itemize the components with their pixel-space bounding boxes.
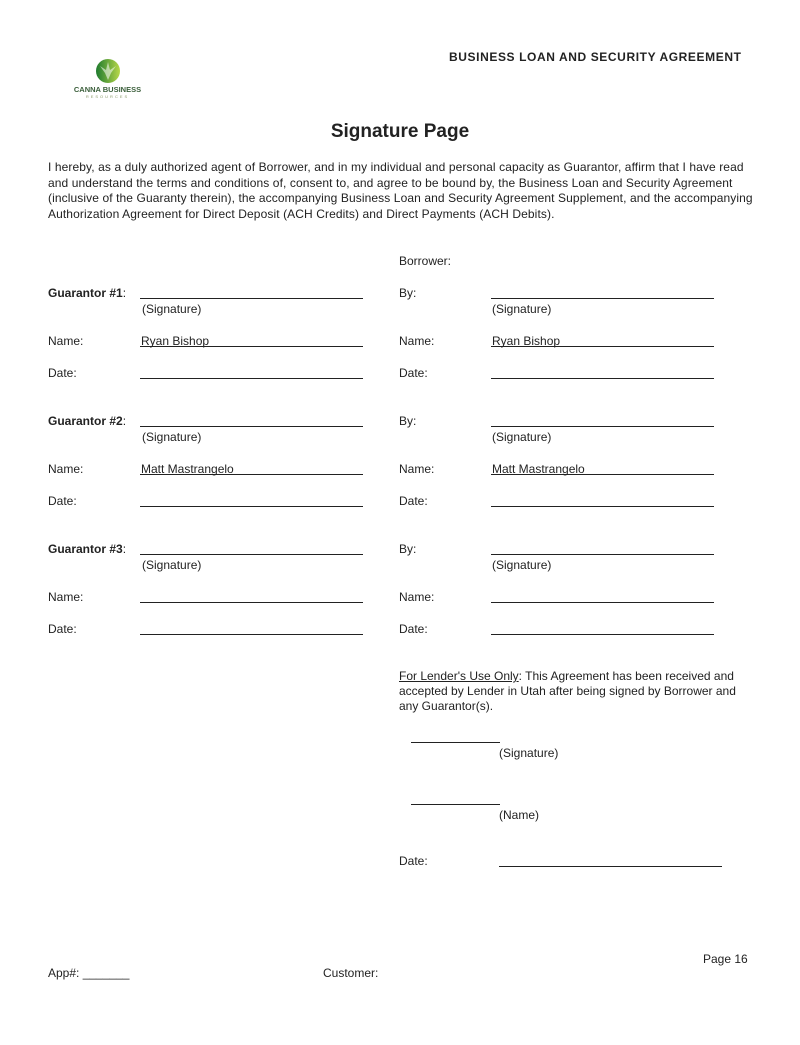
signature-caption: (Signature) xyxy=(492,430,552,444)
lender-signature-label: (Signature) xyxy=(499,746,559,760)
name-label: Name: xyxy=(399,462,435,476)
date-label: Date: xyxy=(399,494,428,508)
name-label: Name: xyxy=(48,462,84,476)
leaf-logo-icon xyxy=(95,58,121,84)
signature-caption: (Signature) xyxy=(142,430,202,444)
borrower-signature-line[interactable] xyxy=(491,426,714,427)
date-label: Date: xyxy=(399,366,428,380)
lender-use-note xyxy=(399,669,749,714)
name-label: Name: xyxy=(399,334,435,348)
borrower-date-line[interactable] xyxy=(491,634,714,635)
guarantor-date-line[interactable] xyxy=(140,634,363,635)
guarantor-number: Guarantor #1 xyxy=(48,286,123,300)
guarantor-signature-line[interactable] xyxy=(140,554,363,555)
name-label: Name: xyxy=(399,590,435,604)
company-logo xyxy=(70,58,145,99)
signature-caption: (Signature) xyxy=(492,302,552,316)
footer-app-number: App#: _______ xyxy=(48,966,130,980)
guarantor-signature-line[interactable] xyxy=(140,298,363,299)
footer-page-number: Page 16 xyxy=(703,952,748,966)
guarantor-signature-line[interactable] xyxy=(140,426,363,427)
date-label: Date: xyxy=(48,494,77,508)
page-title: Signature Page xyxy=(330,121,470,142)
date-label: Date: xyxy=(48,366,77,380)
date-label: Date: xyxy=(399,622,428,636)
guarantor-number: Guarantor #3 xyxy=(48,542,123,556)
lender-name-label: (Name) xyxy=(499,808,540,822)
borrower-name-value[interactable]: Matt Mastrangelo xyxy=(492,462,585,476)
guarantor-label: Guarantor #3: xyxy=(48,542,127,556)
document-header: BUSINESS LOAN AND SECURITY AGREEMENT xyxy=(449,50,742,64)
lender-use-heading: For Lender's Use Only xyxy=(399,669,519,683)
logo-tagline: RESOURCES xyxy=(85,94,130,99)
guarantor-number: Guarantor #2 xyxy=(48,414,123,428)
guarantor-name-value[interactable]: Matt Mastrangelo xyxy=(141,462,234,476)
name-label: Name: xyxy=(48,334,84,348)
signature-caption: (Signature) xyxy=(492,558,552,572)
footer-customer: Customer: xyxy=(323,966,379,980)
guarantor-name-line[interactable] xyxy=(140,602,363,603)
guarantor-name-value[interactable]: Ryan Bishop xyxy=(141,334,210,348)
borrower-signature-line[interactable] xyxy=(491,298,714,299)
by-label: By: xyxy=(399,286,417,300)
borrower-signature-line[interactable] xyxy=(491,554,714,555)
by-label: By: xyxy=(399,542,417,556)
intro-paragraph: I hereby, as a duly authorized agent of Borrower, and in my individual and personal capacity as Guarantor, affirm that I have read and understand the terms and conditions of, consent to, and agree to be bound by, the Business Loan and Security Agreement (inclusive of the Guaranty therein), the accompanying Business Loan and Security Agreement Supplement, and the accompanying Authorization Agreement for Direct Deposit (ACH Credits) and Direct Payments (ACH Debits). xyxy=(48,160,753,221)
lender-use-text: : This Agreement has been received and accepted by Lender in Utah after being signed by Borrower and any Guarantor(s). xyxy=(399,669,736,713)
signature-caption: (Signature) xyxy=(142,302,202,316)
borrower-label: Borrower: xyxy=(399,254,452,268)
borrower-name-line[interactable] xyxy=(491,602,714,603)
date-label: Date: xyxy=(48,622,77,636)
guarantor-date-line[interactable] xyxy=(140,378,363,379)
guarantor-label: Guarantor #1: xyxy=(48,286,127,300)
borrower-name-value[interactable]: Ryan Bishop xyxy=(492,334,561,348)
guarantor-label: Guarantor #2: xyxy=(48,414,127,428)
lender-signature-line[interactable] xyxy=(411,742,500,743)
by-label: By: xyxy=(399,414,417,428)
logo-name: CANNA BUSINESS xyxy=(73,85,142,94)
borrower-date-line[interactable] xyxy=(491,378,714,379)
name-label: Name: xyxy=(48,590,84,604)
guarantor-date-line[interactable] xyxy=(140,506,363,507)
lender-date-label: Date: xyxy=(399,854,428,868)
lender-name-line[interactable] xyxy=(411,804,500,805)
borrower-date-line[interactable] xyxy=(491,506,714,507)
lender-date-line[interactable] xyxy=(499,866,722,867)
signature-caption: (Signature) xyxy=(142,558,202,572)
